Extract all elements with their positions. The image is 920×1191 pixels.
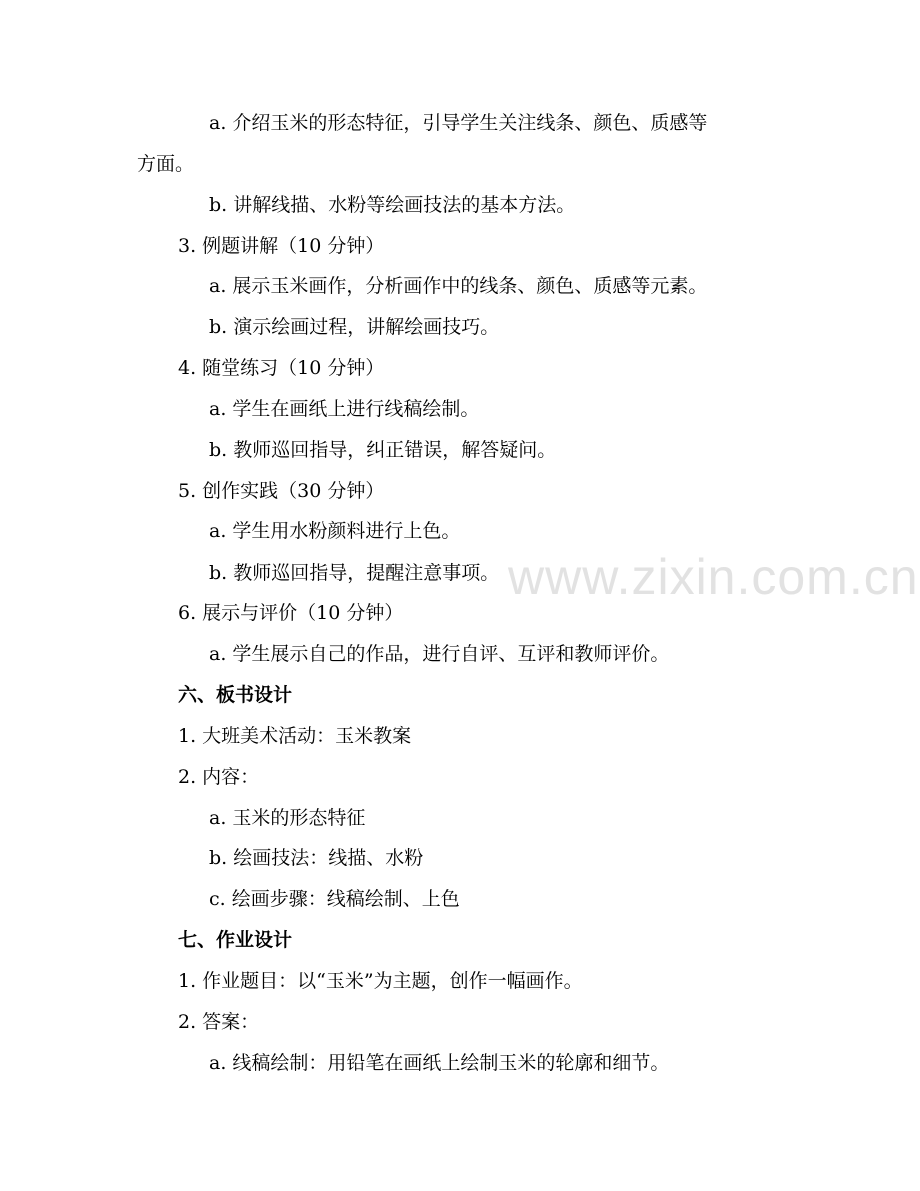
step-5b: b. 教师巡回指导，提醒注意事项。 bbox=[209, 562, 500, 584]
board-item-2c: c. 绘画步骤：线稿绘制、上色 bbox=[209, 888, 460, 910]
step-4b: b. 教师巡回指导，纠正错误，解答疑问。 bbox=[209, 439, 557, 461]
step-3-heading: 3. 例题讲解（10 分钟） bbox=[178, 235, 385, 257]
homework-item-2a: a. 线稿绘制：用铅笔在画纸上绘制玉米的轮廓和细节。 bbox=[209, 1052, 670, 1074]
step-5a: a. 学生用水粉颜料进行上色。 bbox=[209, 520, 461, 542]
step-6a: a. 学生展示自己的作品，进行自评、互评和教师评价。 bbox=[209, 643, 670, 665]
step-5-heading: 5. 创作实践（30 分钟） bbox=[178, 480, 385, 502]
section-heading-homework-design: 七、作业设计 bbox=[178, 929, 293, 951]
step-4-heading: 4. 随堂练习（10 分钟） bbox=[178, 357, 385, 379]
step-2a: a. 介绍玉米的形态特征，引导学生关注线条、颜色、质感等 bbox=[209, 112, 708, 134]
section-heading-board-design: 六、板书设计 bbox=[178, 684, 293, 706]
step-2b: b. 讲解线描、水粉等绘画技法的基本方法。 bbox=[209, 194, 576, 216]
board-item-2a: a. 玉米的形态特征 bbox=[209, 807, 366, 829]
step-3b: b. 演示绘画过程，讲解绘画技巧。 bbox=[209, 316, 500, 338]
board-item-1: 1. 大班美术活动：玉米教案 bbox=[178, 725, 412, 747]
homework-item-2: 2. 答案： bbox=[178, 1011, 260, 1033]
board-item-2: 2. 内容： bbox=[178, 766, 260, 788]
homework-item-1: 1. 作业题目：以“玉米”为主题，创作一幅画作。 bbox=[178, 970, 583, 992]
board-item-2b: b. 绘画技法：线描、水粉 bbox=[209, 847, 424, 869]
step-6-heading: 6. 展示与评价（10 分钟） bbox=[178, 602, 404, 624]
watermark: www.zixin.com.cn bbox=[508, 549, 919, 605]
step-4a: a. 学生在画纸上进行线稿绘制。 bbox=[209, 398, 480, 420]
step-2a-continued: 方面。 bbox=[137, 153, 195, 175]
step-3a: a. 展示玉米画作，分析画作中的线条、颜色、质感等元素。 bbox=[209, 275, 708, 297]
